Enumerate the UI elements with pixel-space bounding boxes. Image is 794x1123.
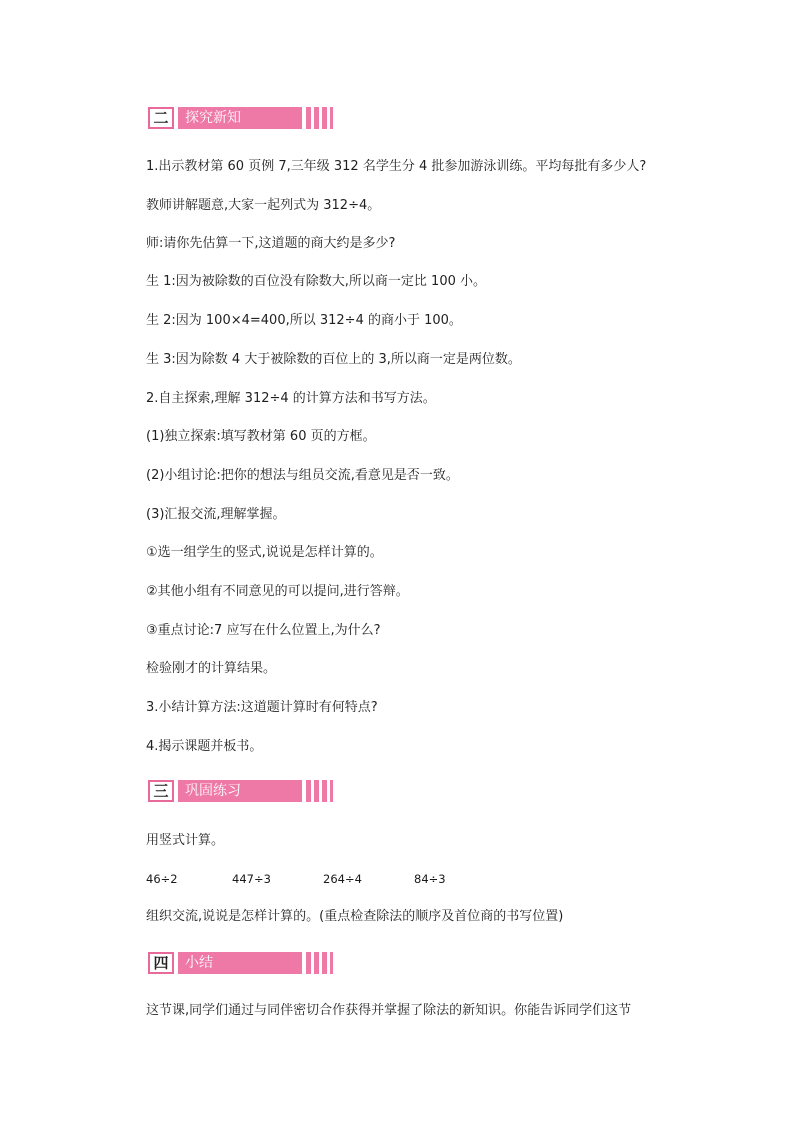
paragraph: 1.出示教材第 60 页例 7,三年级 312 名学生分 4 批参加游泳训练。平均每批有多少人?	[146, 159, 647, 174]
decorative-stripe	[322, 952, 327, 974]
section-title: 探究新知	[178, 107, 302, 129]
paragraph: (2)小组讨论:把你的想法与组员交流,看意见是否一致。	[146, 468, 459, 483]
paragraph: 生 1:因为被除数的百位没有除数大,所以商一定比 100 小。	[146, 274, 486, 289]
paragraph: ①选一组学生的竖式,说说是怎样计算的。	[146, 545, 383, 560]
decorative-stripe	[330, 780, 333, 802]
decorative-stripe	[322, 107, 327, 129]
paragraph: ③重点讨论:7 应写在什么位置上,为什么?	[146, 623, 381, 638]
paragraph: 教师讲解题意,大家一起列式为 312÷4。	[146, 198, 381, 213]
section-number: 二	[148, 107, 174, 129]
decorative-stripe	[322, 780, 327, 802]
decorative-stripe	[314, 952, 319, 974]
paragraph: 检验刚才的计算结果。	[146, 661, 277, 676]
paragraph: 3.小结计算方法:这道题计算时有何特点?	[146, 700, 378, 715]
decorative-stripe	[306, 107, 311, 129]
calc-item: 264÷4	[323, 872, 362, 886]
paragraph: 用竖式计算。	[146, 833, 225, 848]
paragraph: 组织交流,说说是怎样计算的。(重点检查除法的顺序及首位商的书写位置)	[146, 909, 564, 924]
decorative-stripe	[314, 780, 319, 802]
calc-item: 84÷3	[414, 872, 446, 886]
decorative-stripe	[330, 107, 333, 129]
paragraph: (3)汇报交流,理解掌握。	[146, 507, 286, 522]
section-header-practice	[148, 780, 334, 802]
section-title: 巩固练习	[178, 780, 302, 802]
paragraph: 生 2:因为 100×4=400,所以 312÷4 的商小于 100。	[146, 313, 462, 328]
paragraph: 2.自主探索,理解 312÷4 的计算方法和书写方法。	[146, 391, 436, 406]
paragraph: 4.揭示课题并板书。	[146, 739, 263, 754]
section-number: 四	[148, 952, 174, 974]
decorative-stripe	[330, 952, 333, 974]
section-header-summary	[148, 952, 334, 974]
paragraph: (1)独立探索:填写教材第 60 页的方框。	[146, 429, 376, 444]
paragraph: 这节课,同学们通过与同伴密切合作获得并掌握了除法的新知识。你能告诉同学们这节	[146, 1003, 632, 1018]
calc-item: 46÷2	[146, 872, 178, 886]
decorative-stripe	[314, 107, 319, 129]
section-title: 小结	[178, 952, 302, 974]
section-header-explore	[148, 107, 334, 129]
paragraph: 师:请你先估算一下,这道题的商大约是多少?	[146, 236, 396, 251]
paragraph: 生 3:因为除数 4 大于被除数的百位上的 3,所以商一定是两位数。	[146, 352, 521, 367]
decorative-stripe	[306, 780, 311, 802]
section-number: 三	[148, 780, 174, 802]
paragraph: ②其他小组有不同意见的可以提问,进行答辩。	[146, 584, 409, 599]
calc-item: 447÷3	[232, 872, 271, 886]
decorative-stripe	[306, 952, 311, 974]
